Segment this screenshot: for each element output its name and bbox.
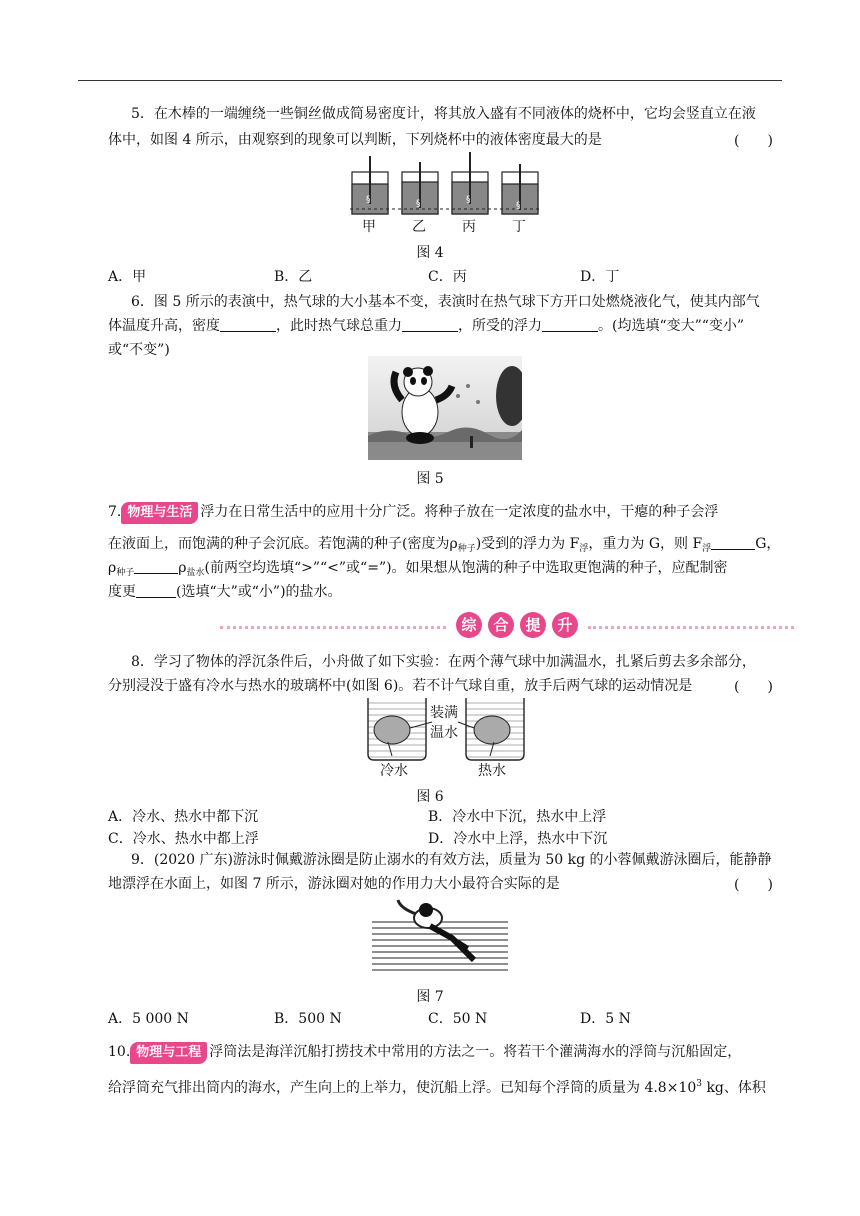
q7-line3: $\rho_{种子}$ $\rho_{盐水}$(前两空均选填“>”“<”或“=”)。如果想从饱满的种子中选取更饱满的种子，应配制密 <box>108 560 728 578</box>
q8-option-d: D．冷水中上浮，热水中下沉 <box>428 831 608 847</box>
q10-line2: 给浮筒充气排出筒内的海水，产生向上的上举力，使沉船上浮。已知每个浮筒的质量为 $4.8\times 10^3$ kg、体积 <box>108 1079 766 1096</box>
beaker-label-1: 甲 <box>362 219 376 235</box>
section-char-1: 综 <box>456 612 482 638</box>
q5-line2: 体中，如图 4 所示，由观察到的现象可以判断，下列烧杯中的液体密度最大的是 <box>108 132 602 148</box>
q9-option-c: C．50 N <box>428 1011 488 1027</box>
q9-line2: 地漂浮在水面上，如图 7 所示，游泳圈对她的作用力大小最符合实际的是 <box>108 876 560 892</box>
q8-option-b: B．冷水中下沉，热水中上浮 <box>428 809 607 825</box>
q5-option-c: C．丙 <box>428 269 467 285</box>
figure-7-swimmer <box>370 896 510 978</box>
q10-topic-badge: 物理与工程 <box>130 1042 207 1064</box>
q9-option-b: B．500 N <box>274 1011 342 1027</box>
q8-line1: 8．学习了物体的浮沉条件后，小舟做了如下实验：在两个薄气球中加满温水，扎紧后剪去多余部分， <box>131 654 756 670</box>
q5-answer-paren: ( ) <box>734 133 773 149</box>
q5-option-b: B．乙 <box>274 269 313 285</box>
q10-line1: 10. 物理与工程 浮筒法是海洋沉船打捞技术中常用的方法之一。将若干个灌满海水的浮筒与沉船固定， <box>108 1042 741 1064</box>
q5-option-a: A．甲 <box>108 269 147 285</box>
q7-line1: 7. 物理与生活 浮力在日常生活中的应用十分广泛。将种子放在一定浓度的盐水中，干瘪的种子会浮 <box>108 502 718 524</box>
fig6-label-full: 装满 <box>430 705 458 721</box>
header-rule <box>78 80 782 81</box>
q9-answer-paren: ( ) <box>734 877 773 893</box>
svg-text:§: § <box>516 201 521 211</box>
figure-7-caption: 图 7 <box>416 989 444 1005</box>
q5-line1: 5．在木棒的一端缠绕一些铜丝做成简易密度计，将其放入盛有不同液体的烧杯中，它均会竖直立在液 <box>131 106 756 122</box>
beaker-label-2: 乙 <box>412 219 426 235</box>
q8-line2: 分别浸没于盛有冷水与热水的玻璃杯中(如图 6)。若不计气球自重，放手后两气球的运动情况是 <box>108 678 693 694</box>
fig6-label-cold: 冷水 <box>380 763 408 779</box>
beaker-label-3: 丙 <box>462 219 476 235</box>
beaker-label-4: 丁 <box>512 219 526 235</box>
q6-line3: 或“不变”) <box>108 342 170 358</box>
q7-line2: 在液面上，而饱满的种子会沉底。若饱满的种子(密度为$\rho_{种子}$)受到的浮力为 $F_浮$，重力为 G，则 $F_浮$ G， <box>108 536 781 554</box>
svg-text:§: § <box>366 195 371 205</box>
figure-5-photo <box>368 356 522 460</box>
q6-line1: 6．图 5 所示的表演中，热气球的大小基本不变，表演时在热气球下方开口处燃烧液化气，使其内部气 <box>131 294 760 310</box>
svg-text:§: § <box>466 195 471 205</box>
q7-line4: 度更 (选填“大”或“小”)的盐水。 <box>108 584 342 600</box>
section-char-2: 合 <box>488 612 514 638</box>
q9-option-a: A．5 000 N <box>108 1011 189 1027</box>
q5-option-d: D．丁 <box>580 269 620 285</box>
svg-text:§: § <box>416 199 421 209</box>
figure-6-caption: 图 6 <box>416 789 444 805</box>
q6-line2: 体温度升高，密度 ，此时热气球总重力 ，所受的浮力 。(均选填“变大”“变小” <box>108 318 745 334</box>
fig6-label-warm: 温水 <box>430 725 458 741</box>
section-header <box>78 612 782 642</box>
q9-line1: 9．(2020 广东)游泳时佩戴游泳圈是防止溺水的有效方法，质量为 50 kg 的小蓉佩戴游泳圈后，能静静 <box>131 852 772 868</box>
q8-option-a: A．冷水、热水中都下沉 <box>108 809 259 825</box>
figure-5-caption: 图 5 <box>416 471 444 487</box>
figure-4-caption: 图 4 <box>416 245 444 261</box>
section-char-4: 升 <box>552 612 578 638</box>
fig6-label-hot: 热水 <box>478 763 506 779</box>
q8-answer-paren: ( ) <box>734 679 773 695</box>
q8-option-c: C．冷水、热水中都上浮 <box>108 831 259 847</box>
q7-topic-badge: 物理与生活 <box>121 502 198 524</box>
q9-option-d: D．5 N <box>580 1011 631 1027</box>
section-char-3: 提 <box>520 612 546 638</box>
